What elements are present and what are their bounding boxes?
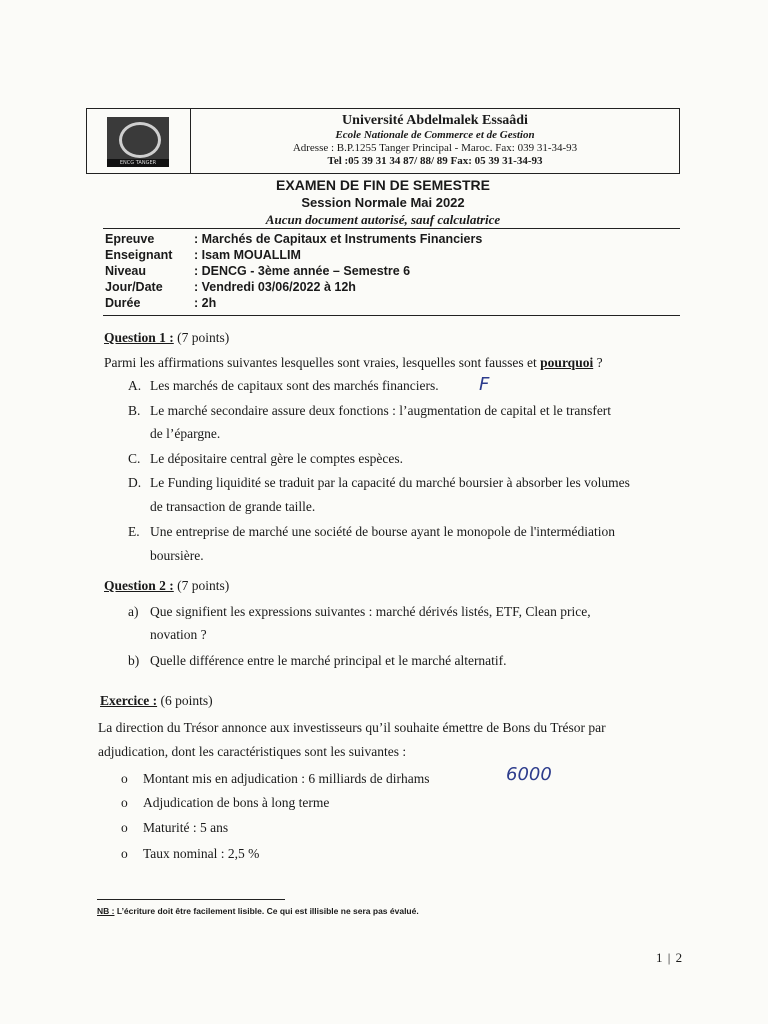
footnote-nb: NB :: [97, 906, 115, 916]
info-value: : Vendredi 03/06/2022 à 12h: [194, 280, 356, 294]
footnote: NB : L’écriture doit être facilement lisible. Ce qui est illisible ne sera pas évalué.: [97, 906, 419, 916]
q1-item-d-cont: de transaction de grande taille.: [150, 499, 316, 514]
info-label: Enseignant: [105, 248, 173, 262]
exam-title: EXAMEN DE FIN DE SEMESTRE: [276, 177, 490, 193]
q1-item-e: E. Une entreprise de marché une société de bourse ayant le monopole de l'intermédiation: [128, 524, 616, 539]
question-1-intro: Parmi les affirmations suivantes lesquelles sont vraies, lesquelles sont fausses et pourquoi ?: [104, 355, 603, 370]
exercise-points: (6 points): [160, 693, 213, 708]
handwritten-amount: 6000: [506, 764, 552, 785]
university-info: [191, 112, 679, 168]
footnote-rule: [97, 899, 285, 900]
exam-info-table: [103, 228, 680, 316]
emphasis-pourquoi: pourquoi: [540, 355, 594, 370]
info-value: : Isam MOUALLIM: [194, 248, 301, 262]
q1-item-e-cont: boursière.: [150, 548, 204, 563]
logo-cell: [87, 109, 191, 173]
question-2-heading: [104, 577, 229, 595]
info-label: Epreuve: [105, 232, 155, 246]
info-label: Niveau: [105, 264, 146, 278]
exercise-bullet-4: o Taux nominal : 2,5 %: [121, 846, 260, 861]
question-2-points: (7 points): [177, 578, 230, 593]
exam-session: Session Normale Mai 2022: [301, 195, 465, 210]
logo-caption: ENCG TANGER: [107, 159, 169, 167]
exercise-intro-line-2: adjudication, dont les caractéristiques sont les suivantes :: [98, 744, 407, 759]
exercise-bullet-3: o Maturité : 5 ans: [121, 820, 229, 835]
address: Adresse : B.P.1255 Tanger Principal - Maroc. Fax: 039 31-34-93: [292, 142, 578, 154]
info-value: : 2h: [194, 296, 217, 310]
exercise-heading: [100, 692, 213, 710]
exercise-intro-line-1: La direction du Trésor annonce aux investisseurs qu’il souhaite émettre de Bons du Trésor par: [98, 720, 606, 735]
q2-item-a: a) Que signifient les expressions suivantes : marché dérivés listés, ETF, Clean price,: [128, 604, 591, 619]
university-name: Université Abdelmalek Essaâdi: [342, 113, 528, 128]
question-1-title: Question 1 :: [104, 330, 174, 345]
q2-item-a-cont: novation ?: [150, 627, 207, 642]
question-1-points: (7 points): [177, 330, 230, 345]
question-1-heading: [104, 329, 229, 347]
q1-item-d: D. Le Funding liquidité se traduit par la capacité du marché boursier à absorber les volumes: [128, 475, 630, 490]
info-label: Durée: [105, 296, 141, 310]
school-name: Ecole Nationale de Commerce et de Gestion: [335, 129, 535, 141]
exercise-title: Exercice :: [100, 693, 158, 708]
header-box: [86, 108, 680, 174]
university-logo: [107, 117, 169, 167]
info-label: Jour/Date: [105, 280, 163, 294]
handwritten-mark: F: [479, 374, 490, 395]
q1-item-c: C. Le dépositaire central gère le comptes espèces.: [128, 451, 403, 466]
question-2-title: Question 2 :: [104, 578, 174, 593]
exercise-bullet-1: o Montant mis en adjudication : 6 milliards de dirhams: [121, 771, 430, 786]
q1-item-b-cont: de l’épargne.: [150, 426, 221, 441]
q1-item-a: A. Les marchés de capitaux sont des marchés financiers.: [128, 378, 439, 393]
q2-item-b: b) Quelle différence entre le marché principal et le marché alternatif.: [128, 653, 507, 668]
page-number: 1 | 2: [656, 950, 684, 965]
info-value: : Marchés de Capitaux et Instruments Financiers: [194, 232, 483, 246]
exam-rule: Aucun document autorisé, sauf calculatrice: [265, 212, 501, 227]
phone-fax: Tel :05 39 31 34 87/ 88/ 89 Fax: 05 39 31-34-93: [327, 155, 543, 167]
q1-item-b: B. Le marché secondaire assure deux fonctions : l’augmentation de capital et le transfert: [128, 403, 612, 418]
info-value: : DENCG - 3ème année – Semestre 6: [194, 264, 411, 278]
exercise-bullet-2: o Adjudication de bons à long terme: [121, 795, 330, 810]
